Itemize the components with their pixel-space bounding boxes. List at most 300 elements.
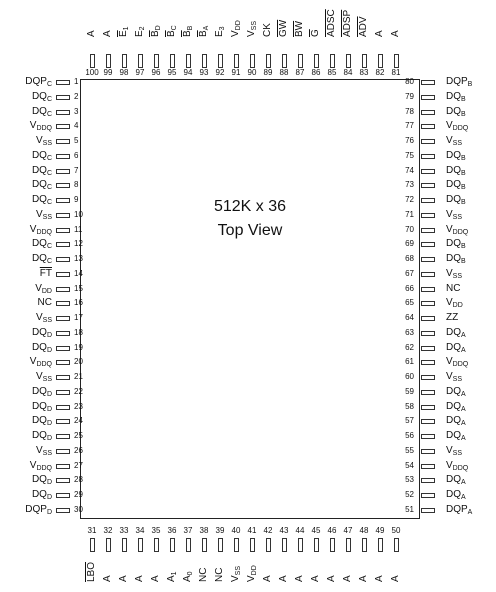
pin-subscript: DDQ [452,125,469,133]
pin-subscript: C [46,169,52,177]
pin-pad-bottom [186,538,191,552]
pin-label-left [32,327,52,342]
pin-subscript: B [461,199,466,206]
pin-subscript: SS [452,272,463,280]
pin-pad-left [56,242,70,247]
pin-pad-bottom [170,538,175,552]
pin-pad-bottom [138,538,143,552]
pin-name: DQ [446,194,461,205]
pin-label-right [446,401,466,416]
pin-name: A [374,575,385,582]
pin-name: V [446,371,453,382]
pin-label-top [86,30,98,37]
pin-number-right: 56 [405,431,414,440]
pin-label-bottom [150,575,162,582]
pin-pad-left [56,346,70,351]
pin-subscript: D [46,508,52,516]
pin-number-top: 94 [183,68,193,77]
pin-name: A [262,575,273,582]
pin-number-left: 8 [74,180,79,190]
pin-number-left: 27 [74,460,83,470]
pin-number-right: 76 [405,136,414,145]
pin-number-top: 85 [327,68,337,77]
pin-name: DQ [31,341,47,353]
pin-name: DQ [446,253,461,264]
pin-name: V [35,312,43,323]
pin-name: V [29,459,37,471]
pin-name: A [358,575,369,582]
pin-label-left [30,120,52,135]
pin-pad-bottom [298,538,303,552]
pin-pad-bottom [154,538,159,552]
pin-subscript: DD [41,287,52,295]
pin-pad-left [56,405,70,410]
pin-number-left: 21 [74,372,83,381]
pin-pad-bottom [330,538,335,552]
pin-pad-top [234,54,239,68]
pin-pad-right [421,331,435,336]
pin-number-left: 30 [74,504,83,514]
pin-name: E [134,30,145,37]
pin-pad-right [421,124,435,129]
pin-number-right: 52 [405,490,414,499]
pin-subscript: D [155,25,162,31]
pin-pad-left [56,213,70,218]
pin-name: V [446,459,453,471]
pin-name: NC [214,567,225,582]
pin-number-bottom: 38 [199,526,209,535]
pin-label-right [446,106,466,121]
pin-pad-top [90,54,95,68]
pin-name: DQ [446,489,461,500]
pin-pad-right [421,198,435,203]
pin-subscript: DDQ [452,464,469,472]
pin-pad-left [56,154,70,159]
pin-name: DQ [31,238,47,250]
pin-subscript: C [46,243,52,251]
pin-pad-left [56,464,70,469]
pin-subscript: 1 [171,571,178,576]
pin-pad-left [56,478,70,483]
pin-number-top: 83 [359,68,369,77]
pin-pad-top [314,54,319,68]
pin-pad-right [421,360,435,365]
pin-name: $\overline{B}$ [198,30,209,37]
pin-label-bottom [374,575,386,582]
pin-name: $\overline{B}$ [182,30,193,37]
chip-title-view: Top View [217,222,283,239]
pin-name: A [86,30,97,37]
pin-pad-right [421,493,435,498]
pin-label-top [166,25,181,37]
pin-name: $\overline{B}$ [150,30,161,37]
pin-subscript: C [46,184,52,192]
pin-name: ADSC [326,9,337,37]
pin-label-left [32,165,52,180]
pin-number-right: 68 [405,254,414,263]
pin-label-top [262,23,274,37]
pin-name: DQ [446,149,461,161]
pin-number-top: 95 [167,68,177,77]
pin-pad-left [56,139,70,144]
pin-label-top [358,16,370,37]
pin-label-right [446,76,472,91]
pin-number-left: 29 [74,490,83,499]
pin-number-left: 14 [74,268,83,278]
pin-name: DQ [31,179,47,191]
pin-number-top: 81 [391,68,401,77]
pin-subscript: SS [42,317,52,324]
pin-number-bottom: 49 [375,526,385,535]
pin-label-bottom [102,575,114,582]
pin-number-right: 54 [405,460,414,470]
pin-name: DQ [31,90,47,102]
pin-name: E [214,30,225,37]
pin-number-left: 24 [74,416,83,426]
pin-pad-left [56,80,70,85]
pin-name: V [446,356,453,368]
pin-number-right: 77 [405,121,414,131]
pin-number-top: 92 [215,68,225,77]
pin-pad-left [56,316,70,321]
pin-name: V [29,223,37,235]
pin-name: A [390,575,401,582]
pin-label-left [36,312,52,327]
pin-pad-top [298,54,303,68]
pin-label-right [446,91,466,106]
pin-number-top: 100 [85,68,99,77]
chip-body [80,79,420,519]
pin-number-left: 22 [74,386,83,396]
pin-number-left: 12 [74,239,83,249]
pin-label-left [40,268,52,280]
pin-pad-top [202,54,207,68]
pin-subscript: C [46,110,52,118]
pin-label-left [32,106,52,121]
pin-subscript: C [46,95,52,103]
pin-label-left [32,386,52,401]
pin-pad-right [421,213,435,218]
pin-name: V [35,282,42,294]
pin-label-bottom [326,575,338,582]
pin-number-left: 5 [74,136,79,145]
pin-subscript: DDQ [36,464,52,472]
pin-subscript: SS [251,20,258,31]
pin-subscript: B [461,110,466,118]
pin-label-bottom [86,562,98,582]
pin-subscript: DDQ [452,361,469,369]
pin-pad-right [421,346,435,351]
pin-name: DQ [31,430,47,441]
pin-number-top: 98 [119,68,129,77]
pin-label-right [446,356,468,371]
pin-name: A [182,575,193,582]
pin-label-right [446,238,466,253]
pin-name: A [326,575,337,582]
pin-number-left: 10 [74,209,83,219]
pin-pad-left [56,183,70,188]
pin-number-top: 96 [151,68,161,77]
pin-pad-bottom [346,538,351,552]
pin-name: A [134,575,145,582]
pin-pad-left [56,375,70,380]
pin-label-top [230,20,245,37]
pin-number-left: 20 [74,357,83,367]
pin-name: A [278,575,289,582]
pin-label-bottom [134,575,146,582]
pin-label-right [446,504,472,519]
pin-pad-left [56,169,70,174]
pin-name: V [35,371,43,382]
pin-name: V [29,120,37,132]
pin-name: DQ [31,326,47,338]
pin-label-right [446,283,460,295]
pin-label-bottom [118,575,130,582]
pin-pad-left [56,331,70,336]
pin-subscript: D [46,479,52,487]
pin-subscript: C [46,258,52,265]
pin-pad-left [56,110,70,115]
pin-name: A [166,575,177,582]
pin-label-left [32,253,52,268]
pin-pad-top [186,54,191,68]
pin-label-right [446,312,458,324]
pin-pad-right [421,419,435,424]
pin-pad-bottom [234,538,239,552]
pin-pad-right [421,316,435,321]
pin-subscript: D [46,405,52,413]
pin-name: DQP [446,76,468,87]
pin-number-left: 28 [74,475,83,485]
pin-label-left [36,371,52,386]
pin-pad-right [421,301,435,306]
pin-number-left: 16 [74,298,83,308]
pin-label-top [134,26,149,37]
pin-label-left [36,135,52,150]
pin-name: V [446,120,453,132]
pin-pad-right [421,464,435,469]
pin-number-right: 66 [405,283,414,293]
pin-pad-right [421,154,435,159]
pin-label-bottom [214,568,226,582]
pin-subscript: C [171,25,178,31]
pin-label-right [446,371,462,386]
pin-name: A [374,30,385,37]
pin-label-right [446,327,466,342]
pin-name: V [446,444,453,456]
pin-name: V [446,208,453,220]
pin-subscript: D [46,494,52,501]
pin-name: V [230,575,241,582]
pin-name: DQ [446,105,461,117]
pin-label-bottom [166,571,181,582]
pin-name: V [35,135,43,146]
pin-label-right [446,489,466,504]
pin-subscript: DDQ [36,125,52,133]
pin-number-left: 7 [74,165,79,175]
pin-name: $\overline{ADV}$ [358,16,369,37]
pin-label-top [342,10,354,37]
pin-number-right: 73 [405,180,414,190]
pin-pad-right [421,375,435,380]
pin-subscript: SS [452,213,463,221]
pin-name: $\overline{E}$ [118,30,129,37]
pin-number-right: 74 [405,165,414,175]
pin-name: DQ [446,238,461,250]
pin-number-right: 69 [405,239,414,249]
pin-pad-left [56,434,70,439]
pin-label-top [294,21,306,37]
pin-name: DQ [31,253,47,264]
pin-number-left: 13 [74,254,83,263]
pin-subscript: SS [235,565,242,576]
pin-label-left [35,283,52,298]
pin-number-right: 62 [405,342,414,352]
pin-name: V [446,135,453,146]
pin-number-bottom: 42 [263,526,273,535]
pin-pad-bottom [282,538,287,552]
pin-pad-top [122,54,127,68]
pin-name: ADSP [342,9,353,37]
pin-label-bottom [294,575,306,582]
pin-name: A [390,30,401,37]
pin-pad-bottom [202,538,207,552]
pin-number-bottom: 39 [215,526,225,535]
pin-label-right [446,386,466,401]
pin-subscript: DDQ [36,361,52,369]
pin-name: A [118,575,129,582]
pin-pad-right [421,272,435,277]
pin-number-left: 19 [74,342,83,352]
pin-name: DQ [446,415,461,427]
pin-name: DQ [446,385,461,397]
pin-number-bottom: 33 [119,526,129,535]
pin-number-bottom: 44 [295,526,305,535]
pin-number-bottom: 46 [327,526,337,535]
pin-label-right [446,268,462,283]
pin-name: DQ [31,385,47,397]
pin-name: V [29,356,37,368]
pin-subscript: DDQ [452,228,469,236]
pin-number-left: 17 [74,313,83,322]
pin-pad-top [330,54,335,68]
pin-subscript: 2 [139,26,146,31]
pin-number-top: 87 [295,68,305,77]
pin-pad-right [421,390,435,395]
pin-pad-top [362,54,367,68]
pin-subscript: A [461,390,466,398]
pin-name: V [246,30,257,37]
pin-name: NC [37,297,52,309]
pin-label-right [446,224,468,239]
pin-label-left [30,460,52,475]
pin-pad-bottom [314,538,319,552]
pin-label-left [32,474,52,489]
pin-number-right: 55 [405,445,414,455]
pin-label-bottom [182,571,197,582]
pin-number-bottom: 50 [391,526,401,535]
pin-label-left [32,179,52,194]
pin-name: DQ [31,149,47,161]
pin-pad-right [421,287,435,292]
pin-number-right: 61 [405,357,414,367]
pin-label-right [446,460,468,475]
pin-number-left: 2 [74,91,79,101]
pin-number-right: 78 [405,106,414,116]
pin-label-top [198,26,213,37]
pin-name: A [102,575,113,582]
pin-pad-left [56,301,70,306]
pin-name: DQ [446,179,461,191]
pin-label-top [102,30,114,37]
pin-number-right: 57 [405,416,414,426]
pin-subscript: D [46,420,52,428]
pin-number-bottom: 31 [87,526,97,535]
pin-name: DQ [31,489,47,500]
pin-name: $\overline{B}$ [166,30,177,37]
pin-number-left: 11 [74,224,83,234]
pin-label-bottom [230,566,245,582]
pin-label-right [446,297,463,312]
pin-number-right: 80 [405,77,414,86]
pin-subscript: SS [42,449,52,457]
pin-name: DQP [25,76,47,87]
pin-pad-left [56,124,70,129]
pin-label-left [30,224,52,239]
pin-subscript: B [467,81,473,88]
pin-pad-top [394,54,399,68]
pin-subscript: A [461,420,466,428]
pin-pad-right [421,434,435,439]
pin-pad-right [421,478,435,483]
pin-pad-top [346,54,351,68]
pin-number-right: 70 [405,224,414,234]
pin-subscript: B [461,258,466,265]
pin-name: A [342,575,353,582]
pin-subscript: C [46,81,52,88]
pin-subscript: B [187,25,194,31]
pin-subscript: SS [452,449,463,457]
pin-subscript: DD [235,20,242,31]
pin-number-bottom: 43 [279,526,289,535]
pin-pad-top [378,54,383,68]
pin-label-bottom [278,575,290,582]
pin-number-top: 93 [199,68,209,77]
pin-pad-left [56,508,70,513]
chip-title-size: 512K x 36 [213,198,287,215]
pin-pad-top [218,54,223,68]
pin-subscript: A [461,331,466,339]
pin-name: V [446,223,453,235]
pin-number-right: 58 [405,401,414,411]
pin-number-right: 53 [405,475,414,485]
pin-label-left [32,401,52,416]
pin-label-right [446,415,466,430]
pin-pad-bottom [378,538,383,552]
pin-label-left [32,430,52,445]
pin-subscript: DD [251,565,258,576]
pin-subscript: D [46,390,52,398]
pin-number-right: 79 [405,91,414,101]
pin-number-top: 97 [135,68,145,77]
pin-label-top [214,26,229,37]
pin-number-bottom: 41 [247,526,257,535]
pin-number-right: 64 [405,313,414,322]
pin-pad-right [421,228,435,233]
pin-subscript: B [461,154,466,162]
pin-pad-right [421,405,435,410]
pin-pad-left [56,272,70,277]
